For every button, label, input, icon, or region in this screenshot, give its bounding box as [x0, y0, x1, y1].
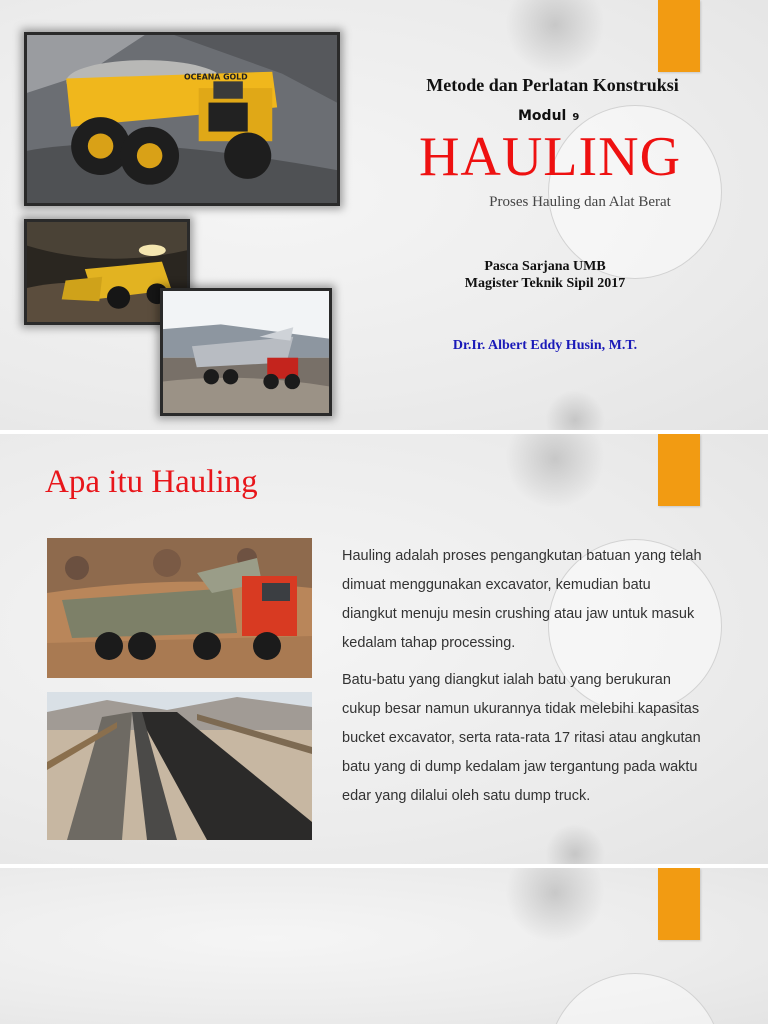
decorative-circle	[548, 973, 722, 1024]
subtitle: Proses Hauling dan Alat Berat	[489, 194, 671, 210]
paragraph-1: Hauling adalah proses pengangkutan batuan yang telah dimuat menggunakan excavator, kemudian batu diangkut menuju mesin crushing atau jaw untuk masuk kedalam tahap processing.	[342, 548, 702, 651]
paragraph-2: Batu-batu yang diangkut ialah batu yang berukuran cukup besar namun ukurannya tidak melebihi kapasitas bucket excavator, serta rata-rata 17 ritasi atau angkutan batu yang di dump kedalam jaw tergantung pada waktu edar yang dilalui oleh satu dump truck.	[342, 672, 701, 804]
section-heading: Apa itu Hauling	[45, 464, 258, 500]
decorative-shadow-circle	[505, 434, 605, 509]
institution-line-2: Magister Teknik Sipil 2017	[464, 276, 626, 291]
decorative-shadow-circle	[505, 868, 605, 943]
module-label-text: Modul	[518, 108, 567, 124]
conveyor-belt-photo	[47, 692, 312, 840]
truck-logo-text: OCEANA GOLD	[183, 72, 248, 82]
dump-trailer-photo	[160, 288, 332, 416]
decorative-shadow-circle	[505, 0, 605, 75]
module-number: 9	[572, 112, 580, 123]
volvo-dump-truck-photo	[47, 538, 312, 678]
main-title: HAULING	[418, 126, 682, 188]
author-name: Dr.Ir. Albert Eddy Husin, M.T.	[452, 338, 638, 353]
decorative-shadow-circle	[545, 390, 605, 430]
module-label	[518, 108, 579, 124]
next-slide-partial	[0, 868, 768, 1024]
orange-accent-bar	[658, 868, 700, 940]
content-slide	[0, 434, 768, 864]
institution-info	[420, 258, 670, 292]
institution-line-1: Pasca Sarjana UMB	[484, 259, 606, 274]
course-title: Metode dan Perlatan Konstruksi	[426, 75, 679, 95]
orange-accent-bar	[658, 434, 700, 506]
mining-dump-truck-photo	[24, 32, 340, 206]
title-slide	[0, 0, 768, 430]
orange-accent-bar	[658, 0, 700, 72]
decorative-shadow-circle	[545, 824, 605, 864]
